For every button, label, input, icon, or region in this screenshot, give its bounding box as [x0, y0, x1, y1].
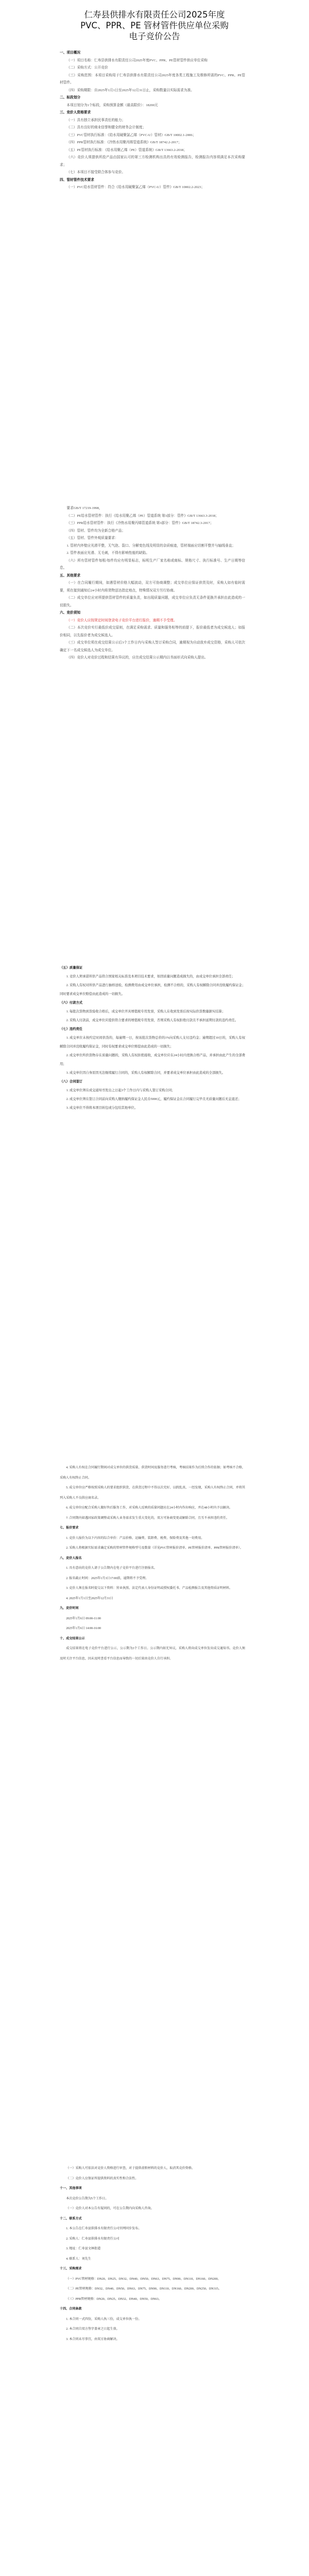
section-part-3 [0, 963, 309, 1112]
paragraph: （二）采购方式：公开竞价 [66, 66, 108, 70]
paragraph: （二）PE给水管材管件：执行《给水用聚乙烯（PE）管道系统 第3部分：管件》GB/T 13663.3-2018； [66, 514, 219, 518]
section-heading: 十、成交结果公示 [60, 1637, 85, 1640]
paragraph: （四）PPR管材执行标准：《冷热水用聚丙烯管道系统》GB/T 18742.2-2017； [66, 141, 182, 144]
paragraph: （六）所有管材管件每根/每件均应有明显标志，标明生产厂家名称或商标、规格尺寸、执行标准号、生产日期等信息。 [60, 558, 245, 570]
paragraph: （二）成交单位应对所提供管材管件的质量负责，如出现质量问题，成交单位应负责无条件更换并承担由此造成的一切损失。 [60, 596, 245, 607]
paragraph: 1. 本合同一式四份，采购人执三份，成交单位执一份。 [66, 2317, 142, 2321]
paragraph: 1. 本公告在仁寿县供排水有限责任公司官网同步发布。 [66, 2227, 142, 2230]
paragraph: （六）竞价人须提供所投产品由国家认可的第三方检测机构出具的有效检测报告，检测报告内容须满足本次采购要求； [60, 156, 245, 167]
paragraph: （三）PPR管材规格：DN20、DN25、DN32、DN40、DN50、DN63。 [66, 2297, 162, 2301]
paragraph: （三）PVC管材执行标准：《给水用硬聚氯乙烯（PVC-U）管材》GB/T 10002.1-2006； [66, 133, 196, 137]
paragraph: （四）采购期限：自2025年1月1日至2025年12月31日止，采购数量以实际需求为准。 [66, 88, 194, 92]
paragraph: 要求GB/T 17219-1998， [66, 506, 102, 510]
paragraph: （二）竞价人应保证所提供资料的真实性和合法性。 [66, 2177, 139, 2180]
paragraph: （一）项目名称：仁寿县供排水有限责任公司2025年度PVC、PPR、PE管材管件供应单位采购 [66, 58, 208, 62]
paragraph: （二）具有良好的商业信誉和健全的财务会计制度； [66, 126, 146, 129]
paragraph: 4. 2025年1月1日至2025年12月31日 [66, 1597, 113, 1600]
paragraph: 2025年1月6日 14:00-16:00 [66, 1627, 101, 1630]
section-heading: 七、报价要求 [60, 1527, 79, 1530]
paragraph: （一）竞价人应按规定时间登录电子竞价平台进行报价，逾期不予受理。 [66, 618, 177, 622]
section-heading: 十三、采购需求 [60, 2267, 82, 2270]
paragraph: （三）采购范围：本项目采购用于仁寿县供排水有限责任公司2025年度各类工程施工及维修所需的PVC、PPR、PE管材管件。 [60, 73, 245, 84]
paragraph: 1. 具有意向的竞价人请于公告期内在电子竞价平台进行注册报名。 [66, 1567, 157, 1570]
paragraph: （二）本次竞价实行最低价成交原则，在满足采购需求、质量和服务相等的前提下，报价最低者为成交候选人；如报价相同，以先报价者为成交候选人。 [60, 626, 245, 637]
paragraph: （四）管材、管件均为全新合格产品； [66, 529, 126, 533]
paragraph: 2. 管件表面应光滑、无毛刺，不得有影响性能的缺陷。 [66, 551, 149, 555]
paragraph: （一）PVC管材规格：DN20、DN25、DN32、DN40、DN50、DN63、DN75、DN90、DN110、DN160、DN200。 [66, 2277, 221, 2281]
section-heading: （七）违约责任 [60, 1027, 83, 1031]
paragraph: 2. 成交单位须在签订合同前向采购人缴纳履约保证金人民币5000元，履约保证金在合同履行完毕且无质量问题后无息退还； [66, 1097, 242, 1101]
section-part-2 [0, 505, 309, 662]
section-heading: （五）质量保证 [60, 966, 83, 970]
paragraph: （五）PE管材执行标准：《给水用聚乙烯（PE）管道系统》GB/T 13663.2-2018； [66, 148, 187, 152]
section-heading: 十一、其他事项 [60, 2187, 82, 2190]
paragraph: 2. 采购人将根据实际需求确定采购的管材管件规格型号及数量（详见PVC管材报价清单、PE管材报价清单、PPR管材报价清单）。 [66, 1547, 243, 1550]
section-heading: （六）付款方式 [60, 1001, 83, 1005]
paragraph: 2. 采购人：仁寿县供排水有限责任公司 [66, 2237, 119, 2241]
title-line-1: 仁寿县供排水有限责任公司2025年度 [84, 10, 225, 20]
paragraph: 1. 成交单位未按约定时间供货的，每逾期一日，按该批次货物总价的1%向采购人支付违约金；逾期超过10日的，采购人有权解除合同并没收履约保证金，同时有权要求成交单位赔偿由此造成的一切损失； [60, 1036, 245, 1048]
paragraph: 4. 联系人：刘先生 [66, 2257, 91, 2261]
paragraph: 7. 合同期内如遇国家政策调整或采购人业务需求发生重大变化的，双方可协商变更或解除合同，且互不承担违约责任。 [66, 1516, 230, 1520]
paragraph: 2. 本合同自双方签字盖章之日起生效。 [66, 2328, 119, 2331]
section-part-5 [0, 2164, 309, 2345]
paragraph: 1. 成交单位须在成交通知书发出之日起3个工作日内与采购人签订采购合同； [66, 1089, 175, 1092]
paragraph: （四）竞价人对竞价过程和结果有异议的，应在成交结果公示期内以书面形式向采购人提出。 [66, 656, 208, 659]
section-heading: 五、其他要求 [60, 573, 81, 578]
section-part-1 [0, 49, 309, 192]
section-heading: 十四、合同条款 [60, 2308, 82, 2311]
section-heading: 一、项目概况 [60, 51, 81, 55]
title-line-3: 电子竞价公告 [129, 31, 180, 41]
paragraph: （一）采购人可依法对竞价人资格进行审查，对于提供虚假材料的竞价人，取消其竞价资格。 [66, 2167, 195, 2170]
paragraph: 3. 地址：仁寿县文林街道 [66, 2247, 101, 2250]
paragraph: 4. 采购人有权在合同履行期间对成交单位的供货质量、供货时间及服务进行考核，考核结果作为后续合作的依据；如考核不合格，采购人有权终止合同。 [60, 1466, 245, 1480]
paragraph: 成交结果将在电子竞价平台进行公示，公示期为3个工作日。公示期内如无异议，采购人将向成交单位发出成交通知书。竞价人须及时关注平台信息，因未及时查看平台信息而导致的一切后果由竞价人自行承担。 [60, 1647, 245, 1660]
notice-title [0, 9, 309, 42]
paragraph: 本次竞价公告期为5个工作日。 [66, 2197, 109, 2200]
paragraph: （一）竞价人对本公告有疑问的，可在公告期内向采购人咨询。 [66, 2207, 154, 2210]
section-part-4 [0, 1463, 309, 1664]
section-heading: （八）合同签订 [60, 1080, 83, 1083]
paragraph: （二）PE管材规格：DN32、DN40、DN50、DN63、DN75、DN90、DN110、DN160、DN200、DN250、DN315。 [66, 2287, 221, 2291]
paragraph: 1. 管材内外壁应光滑平整，无气泡、裂口、分解变色线及明显的杂质痕迹，管材端面应切割平整并与轴线垂直； [66, 544, 236, 548]
paragraph: （七）本项目不接受联合体参与竞价。 [66, 171, 126, 174]
paragraph: 3. 本合同未尽事宜，由双方协商解决。 [66, 2337, 119, 2341]
paragraph: （一）PVC给水管材管件：符合《给水用硬聚氯乙烯（PVC-U）管件》GB/T 10002.2-2023； [66, 185, 205, 189]
paragraph: （五）管材、管件外观质量要求： [66, 536, 118, 540]
paragraph: 3. 成交单位不得将本项目转包或分包给其他单位。 [66, 1106, 138, 1110]
section-heading: 三、竞价人资格要求 [60, 111, 91, 114]
title-line-2: PVC、PPR、PE 管材管件供应单位采购 [80, 21, 229, 30]
paragraph: 1. 每批次货物到货验收合格后，成交单位开具增值税专用发票，采购人在收到发票后按实际供货数量据实结算； [66, 1010, 226, 1013]
paragraph: 6. 成交单位应配合采购人做好售后服务工作，对采购人反映的质量问题应在24小时内作出响应，并在48小时内予以解决。 [66, 1506, 233, 1510]
paragraph: 3. 成交单位因自身原因无法继续履行合同的，采购人有权解除合同，并要求成交单位承担由此造成的全部损失。 [66, 1071, 226, 1075]
section-heading: 二、标段划分 [60, 96, 81, 99]
paragraph: 本项目划分为1个标段，采购预算金额（最高限价）：18200元 [66, 103, 158, 107]
paragraph: 2. 采购人付款前，成交单位应提供符合要求的增值税专用发票，否则采购人有权拒绝付款且不承担延期付款的违约责任。 [66, 1019, 238, 1022]
paragraph: 1. 竞价人报价为以下内容的综合单价：产品价格、运输费、装卸费、税费、保险费及其他一切费用。 [66, 1536, 204, 1540]
paragraph: 2025年1月6日 09:00-11:00 [66, 1617, 101, 1620]
paragraph: 5. 成交单位应严格按照采购人的要求组织供货，在供货过程中不得以次充好、以假乱真，一经发现，采购人有权终止合同，并将其列入采购人不良供应商名录。 [60, 1486, 245, 1500]
paragraph: （三）成交单位须在成交结果公示后3个工作日内与采购人签订采购合同，逾期视为自动放弃成交资格，采购人可依次确定下一名成交候选人为成交单位。 [60, 641, 245, 652]
paragraph: 2. 采购人有权对所供产品进行抽样送检，检测费用由成交单位承担，检测不合格的，采购人有权解除合同并没收履约保证金；同时要求成交单位赔偿由此造成的一切损失。 [60, 984, 245, 996]
paragraph: （一）具有独立承担民事责任的能力； [66, 118, 126, 122]
section-heading: 六、竞价须知 [60, 611, 81, 615]
section-heading: 八、竞价人报名 [60, 1556, 82, 1560]
section-heading: 十二、联系方式 [60, 2217, 82, 2221]
paragraph: （一）在合同履行期间，如遇管材价格大幅波动，双方可协商调整；成交单位应保证供货及时，采购人如有临时需要，须在接到通知后24小时内将货物送达指定地点，特殊情况双方另行协商。 [60, 581, 245, 592]
paragraph: 1. 竞价人须承诺所供产品符合国家相关标准及本项目技术要求，如因质量问题造成损失的，由成交单位承担全部责任； [66, 975, 235, 978]
section-heading: 九、竞价时间 [60, 1607, 79, 1610]
paragraph: （三）PPR给水管材管件：执行《冷热水用聚丙烯管道系统 第3部分：管件》GB/T 18742.3-2017； [66, 521, 214, 525]
paragraph: 3. 竞价人须在报名时提交以下资料：营业执照、法定代表人身份证明或授权委托书、产品检测报告及其他资质证明材料。 [66, 1587, 233, 1590]
paragraph: 2. 成交单位所供货物存在质量问题的，采购人有权拒绝接收，成交单位应在24小时内更换合格产品，并承担由此产生的全部费用； [60, 1054, 245, 1066]
section-heading: 四、管材管件技术要求 [60, 178, 94, 182]
paragraph: 2. 报名截止时间：2025年1月3日17:00前，逾期将不予受理。 [66, 1577, 149, 1580]
